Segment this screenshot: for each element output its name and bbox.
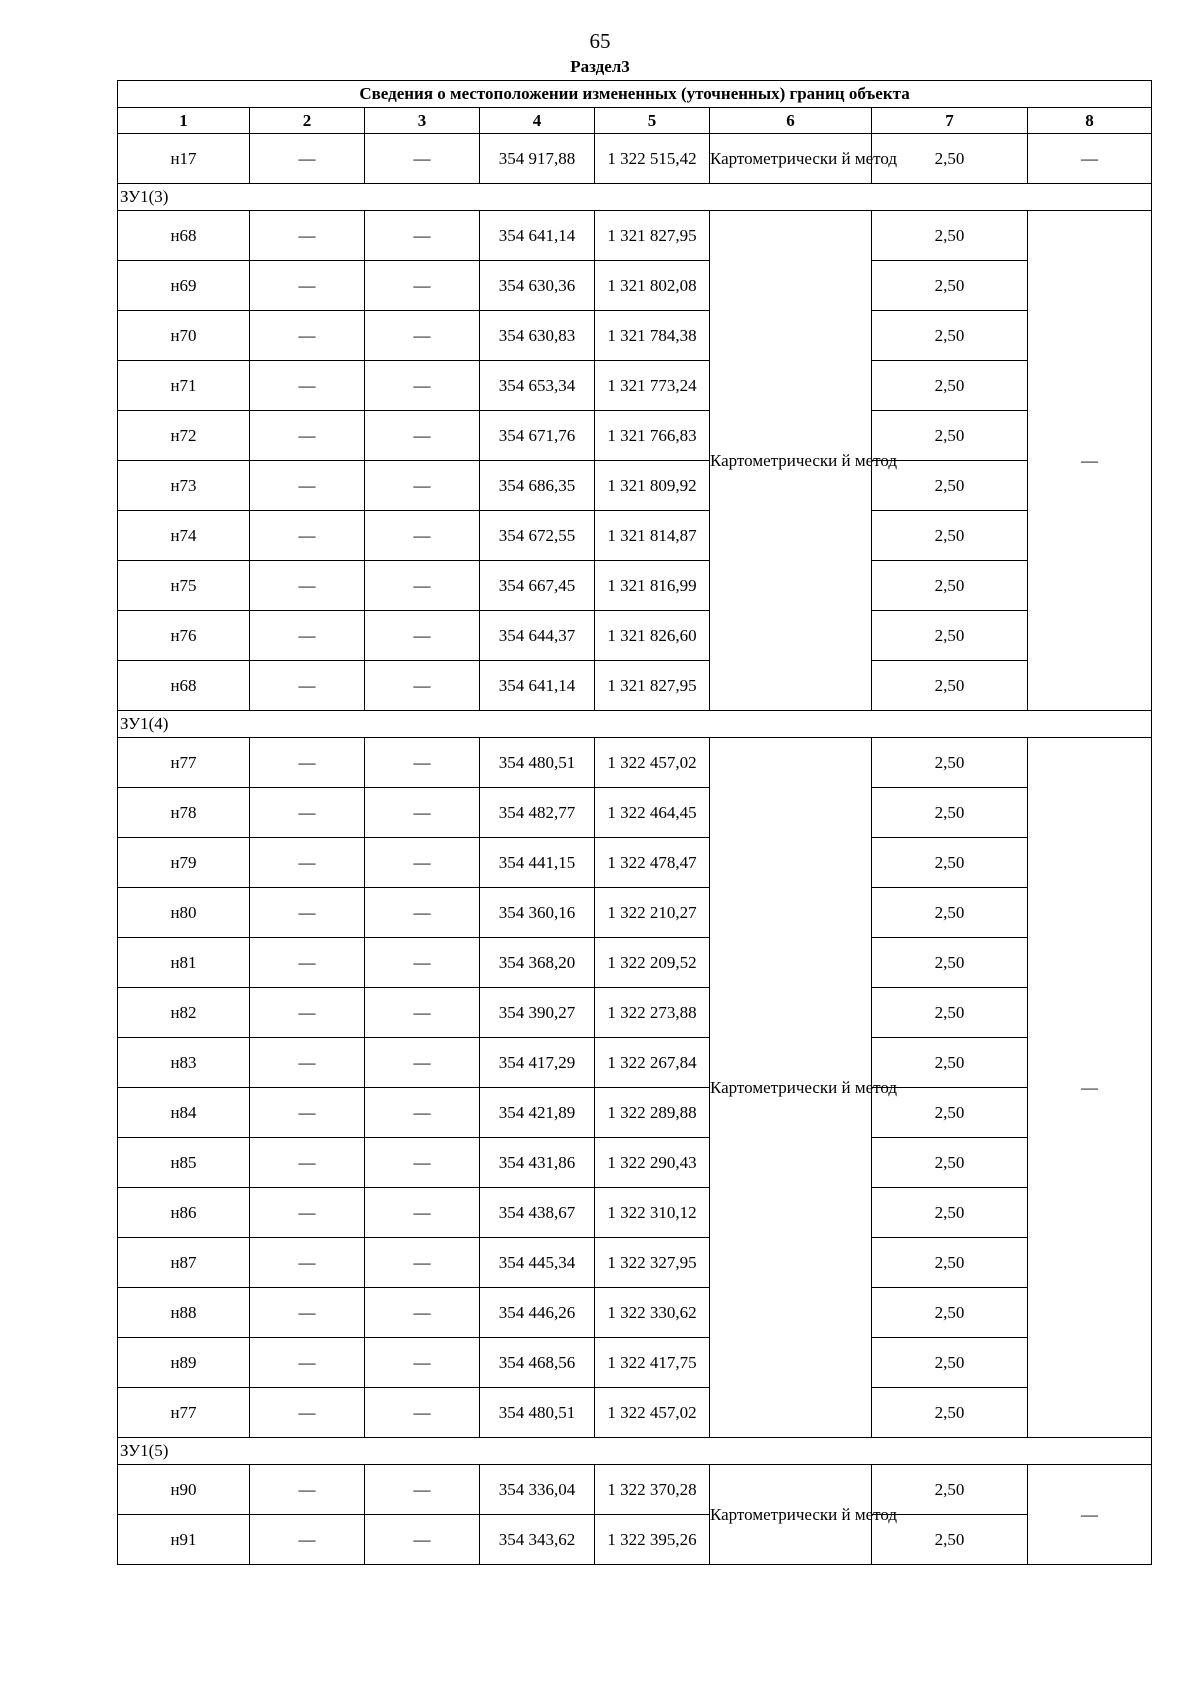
y-coordinate: 1 322 289,88	[595, 1088, 710, 1138]
y-coordinate: 1 321 826,60	[595, 611, 710, 661]
accuracy-value: 2,50	[872, 888, 1028, 938]
point-name: н70	[118, 311, 250, 361]
point-name: н80	[118, 888, 250, 938]
empty-dash: —	[365, 511, 480, 561]
y-coordinate: 1 322 327,95	[595, 1238, 710, 1288]
x-coordinate: 354 390,27	[480, 988, 595, 1038]
x-coordinate: 354 686,35	[480, 461, 595, 511]
table-row	[118, 1515, 1152, 1565]
point-name: н90	[118, 1465, 250, 1515]
table-row	[118, 738, 1152, 788]
y-coordinate: 1 322 310,12	[595, 1188, 710, 1238]
table-row	[118, 361, 1152, 411]
point-name: н78	[118, 788, 250, 838]
y-coordinate: 1 321 809,92	[595, 461, 710, 511]
y-coordinate: 1 322 395,26	[595, 1515, 710, 1565]
empty-dash: —	[365, 1388, 480, 1438]
point-name: н17	[118, 134, 250, 184]
accuracy-value: 2,50	[872, 611, 1028, 661]
y-coordinate: 1 322 515,42	[595, 134, 710, 184]
y-coordinate: 1 321 814,87	[595, 511, 710, 561]
empty-dash: —	[250, 1138, 365, 1188]
empty-dash: —	[365, 1465, 480, 1515]
page-number: 65	[589, 29, 611, 53]
empty-dash: —	[250, 1465, 365, 1515]
point-name: н77	[118, 1388, 250, 1438]
y-coordinate: 1 322 330,62	[595, 1288, 710, 1338]
accuracy-value: 2,50	[872, 988, 1028, 1038]
empty-dash: —	[365, 1338, 480, 1388]
empty-dash: —	[250, 1088, 365, 1138]
x-coordinate: 354 641,14	[480, 661, 595, 711]
y-coordinate: 1 322 210,27	[595, 888, 710, 938]
x-coordinate: 354 653,34	[480, 361, 595, 411]
empty-dash: —	[250, 1188, 365, 1238]
column-number-row	[118, 108, 1152, 134]
y-coordinate: 1 322 417,75	[595, 1338, 710, 1388]
x-coordinate: 354 468,56	[480, 1338, 595, 1388]
x-coordinate: 354 480,51	[480, 1388, 595, 1438]
accuracy-value: 2,50	[872, 1038, 1028, 1088]
point-name: н91	[118, 1515, 250, 1565]
column-number: 7	[872, 108, 1028, 134]
table-row	[118, 511, 1152, 561]
table-row	[118, 1038, 1152, 1088]
accuracy-value: 2,50	[872, 661, 1028, 711]
y-coordinate: 1 321 802,08	[595, 261, 710, 311]
empty-dash: —	[250, 611, 365, 661]
accuracy-value: 2,50	[872, 511, 1028, 561]
empty-dash: —	[365, 888, 480, 938]
table-row	[118, 1188, 1152, 1238]
empty-dash: —	[250, 838, 365, 888]
point-name: н86	[118, 1188, 250, 1238]
table-caption: Сведения о местоположении измененных (уточненных) границ объекта	[118, 81, 1152, 108]
x-coordinate: 354 438,67	[480, 1188, 595, 1238]
x-coordinate: 354 630,36	[480, 261, 595, 311]
x-coordinate: 354 672,55	[480, 511, 595, 561]
column-number: 3	[365, 108, 480, 134]
empty-dash: —	[365, 1138, 480, 1188]
point-name: н81	[118, 938, 250, 988]
point-name: н69	[118, 261, 250, 311]
empty-dash: —	[365, 1515, 480, 1565]
empty-dash: —	[250, 211, 365, 261]
group-label: ЗУ1(5)	[118, 1438, 1152, 1465]
accuracy-value: 2,50	[872, 838, 1028, 888]
x-coordinate: 354 671,76	[480, 411, 595, 461]
empty-dash: —	[250, 938, 365, 988]
accuracy-value: 2,50	[872, 361, 1028, 411]
group-label: ЗУ1(3)	[118, 184, 1152, 211]
y-coordinate: 1 322 209,52	[595, 938, 710, 988]
method-cell: Картометрически й метод	[710, 738, 872, 1438]
empty-dash: —	[1028, 134, 1152, 184]
empty-dash: —	[250, 261, 365, 311]
accuracy-value: 2,50	[872, 461, 1028, 511]
empty-dash: —	[250, 1338, 365, 1388]
y-coordinate: 1 322 478,47	[595, 838, 710, 888]
empty-dash: —	[250, 1515, 365, 1565]
y-coordinate: 1 321 816,99	[595, 561, 710, 611]
point-name: н77	[118, 738, 250, 788]
point-name: н85	[118, 1138, 250, 1188]
x-coordinate: 354 368,20	[480, 938, 595, 988]
accuracy-value: 2,50	[872, 788, 1028, 838]
empty-dash: —	[250, 988, 365, 1038]
empty-dash: —	[250, 888, 365, 938]
empty-dash: —	[365, 361, 480, 411]
empty-dash: —	[250, 134, 365, 184]
point-name: н72	[118, 411, 250, 461]
table-row	[118, 611, 1152, 661]
accuracy-value: 2,50	[872, 1465, 1028, 1515]
table-row	[118, 261, 1152, 311]
accuracy-value: 2,50	[872, 1288, 1028, 1338]
table-row	[118, 134, 1152, 184]
empty-dash: —	[365, 1288, 480, 1338]
empty-dash: —	[250, 461, 365, 511]
table-row	[118, 211, 1152, 261]
empty-dash: —	[365, 211, 480, 261]
column-number: 1	[118, 108, 250, 134]
x-coordinate: 354 431,86	[480, 1138, 595, 1188]
empty-dash: —	[365, 1188, 480, 1238]
empty-dash: —	[1028, 211, 1152, 711]
y-coordinate: 1 322 267,84	[595, 1038, 710, 1088]
table-row	[118, 938, 1152, 988]
table-row	[118, 1238, 1152, 1288]
y-coordinate: 1 322 457,02	[595, 1388, 710, 1438]
y-coordinate: 1 322 370,28	[595, 1465, 710, 1515]
empty-dash: —	[250, 1238, 365, 1288]
empty-dash: —	[365, 311, 480, 361]
x-coordinate: 354 480,51	[480, 738, 595, 788]
table-row	[118, 1465, 1152, 1515]
method-cell: Картометрически й метод	[710, 1465, 872, 1565]
y-coordinate: 1 321 784,38	[595, 311, 710, 361]
table-row	[118, 561, 1152, 611]
method-cell: Картометрически й метод	[710, 134, 872, 184]
empty-dash: —	[250, 361, 365, 411]
table-body	[118, 134, 1152, 1565]
table-row	[118, 311, 1152, 361]
empty-dash: —	[250, 411, 365, 461]
empty-dash: —	[365, 661, 480, 711]
group-label: ЗУ1(4)	[118, 711, 1152, 738]
y-coordinate: 1 322 290,43	[595, 1138, 710, 1188]
x-coordinate: 354 446,26	[480, 1288, 595, 1338]
accuracy-value: 2,50	[872, 1138, 1028, 1188]
table-row	[118, 1138, 1152, 1188]
y-coordinate: 1 321 827,95	[595, 211, 710, 261]
x-coordinate: 354 360,16	[480, 888, 595, 938]
empty-dash: —	[365, 738, 480, 788]
accuracy-value: 2,50	[872, 1515, 1028, 1565]
point-name: н73	[118, 461, 250, 511]
empty-dash: —	[365, 134, 480, 184]
x-coordinate: 354 417,29	[480, 1038, 595, 1088]
table-row	[118, 461, 1152, 511]
x-coordinate: 354 667,45	[480, 561, 595, 611]
point-name: н84	[118, 1088, 250, 1138]
table-row	[118, 1088, 1152, 1138]
empty-dash: —	[250, 311, 365, 361]
accuracy-value: 2,50	[872, 1088, 1028, 1138]
section-title: Раздел3	[570, 57, 630, 76]
x-coordinate: 354 343,62	[480, 1515, 595, 1565]
point-name: н68	[118, 211, 250, 261]
point-name: н71	[118, 361, 250, 411]
empty-dash: —	[365, 1238, 480, 1288]
accuracy-value: 2,50	[872, 561, 1028, 611]
column-number: 8	[1028, 108, 1152, 134]
empty-dash: —	[250, 1288, 365, 1338]
column-number: 6	[710, 108, 872, 134]
accuracy-value: 2,50	[872, 134, 1028, 184]
accuracy-value: 2,50	[872, 1388, 1028, 1438]
empty-dash: —	[365, 411, 480, 461]
empty-dash: —	[365, 788, 480, 838]
empty-dash: —	[365, 611, 480, 661]
accuracy-value: 2,50	[872, 1238, 1028, 1288]
y-coordinate: 1 321 827,95	[595, 661, 710, 711]
accuracy-value: 2,50	[872, 738, 1028, 788]
empty-dash: —	[250, 788, 365, 838]
x-coordinate: 354 441,15	[480, 838, 595, 888]
x-coordinate: 354 482,77	[480, 788, 595, 838]
empty-dash: —	[365, 938, 480, 988]
empty-dash: —	[365, 1038, 480, 1088]
accuracy-value: 2,50	[872, 1188, 1028, 1238]
x-coordinate: 354 644,37	[480, 611, 595, 661]
x-coordinate: 354 630,83	[480, 311, 595, 361]
accuracy-value: 2,50	[872, 938, 1028, 988]
empty-dash: —	[365, 838, 480, 888]
empty-dash: —	[365, 461, 480, 511]
point-name: н68	[118, 661, 250, 711]
y-coordinate: 1 321 773,24	[595, 361, 710, 411]
point-name: н89	[118, 1338, 250, 1388]
table-row	[118, 988, 1152, 1038]
empty-dash: —	[365, 1088, 480, 1138]
group-row	[118, 184, 1152, 211]
accuracy-value: 2,50	[872, 311, 1028, 361]
x-coordinate: 354 421,89	[480, 1088, 595, 1138]
empty-dash: —	[1028, 1465, 1152, 1565]
table-row	[118, 888, 1152, 938]
x-coordinate: 354 445,34	[480, 1238, 595, 1288]
column-number: 2	[250, 108, 365, 134]
table-row	[118, 1338, 1152, 1388]
empty-dash: —	[250, 1038, 365, 1088]
y-coordinate: 1 322 457,02	[595, 738, 710, 788]
empty-dash: —	[365, 988, 480, 1038]
empty-dash: —	[250, 1388, 365, 1438]
table-row	[118, 1388, 1152, 1438]
table-row	[118, 838, 1152, 888]
y-coordinate: 1 321 766,83	[595, 411, 710, 461]
point-name: н75	[118, 561, 250, 611]
table-row	[118, 788, 1152, 838]
x-coordinate: 354 336,04	[480, 1465, 595, 1515]
y-coordinate: 1 322 464,45	[595, 788, 710, 838]
point-name: н88	[118, 1288, 250, 1338]
point-name: н83	[118, 1038, 250, 1088]
empty-dash: —	[250, 738, 365, 788]
method-cell: Картометрически й метод	[710, 211, 872, 711]
y-coordinate: 1 322 273,88	[595, 988, 710, 1038]
point-name: н79	[118, 838, 250, 888]
accuracy-value: 2,50	[872, 211, 1028, 261]
point-name: н76	[118, 611, 250, 661]
x-coordinate: 354 917,88	[480, 134, 595, 184]
empty-dash: —	[250, 511, 365, 561]
column-number: 5	[595, 108, 710, 134]
table-row	[118, 1288, 1152, 1338]
point-name: н82	[118, 988, 250, 1038]
table-row	[118, 411, 1152, 461]
accuracy-value: 2,50	[872, 1338, 1028, 1388]
accuracy-value: 2,50	[872, 411, 1028, 461]
empty-dash: —	[250, 561, 365, 611]
table-row	[118, 661, 1152, 711]
point-name: н87	[118, 1238, 250, 1288]
coordinates-table	[117, 80, 1152, 1565]
group-row	[118, 1438, 1152, 1465]
empty-dash: —	[1028, 738, 1152, 1438]
point-name: н74	[118, 511, 250, 561]
column-number: 4	[480, 108, 595, 134]
empty-dash: —	[365, 261, 480, 311]
x-coordinate: 354 641,14	[480, 211, 595, 261]
accuracy-value: 2,50	[872, 261, 1028, 311]
empty-dash: —	[365, 561, 480, 611]
group-row	[118, 711, 1152, 738]
empty-dash: —	[250, 661, 365, 711]
